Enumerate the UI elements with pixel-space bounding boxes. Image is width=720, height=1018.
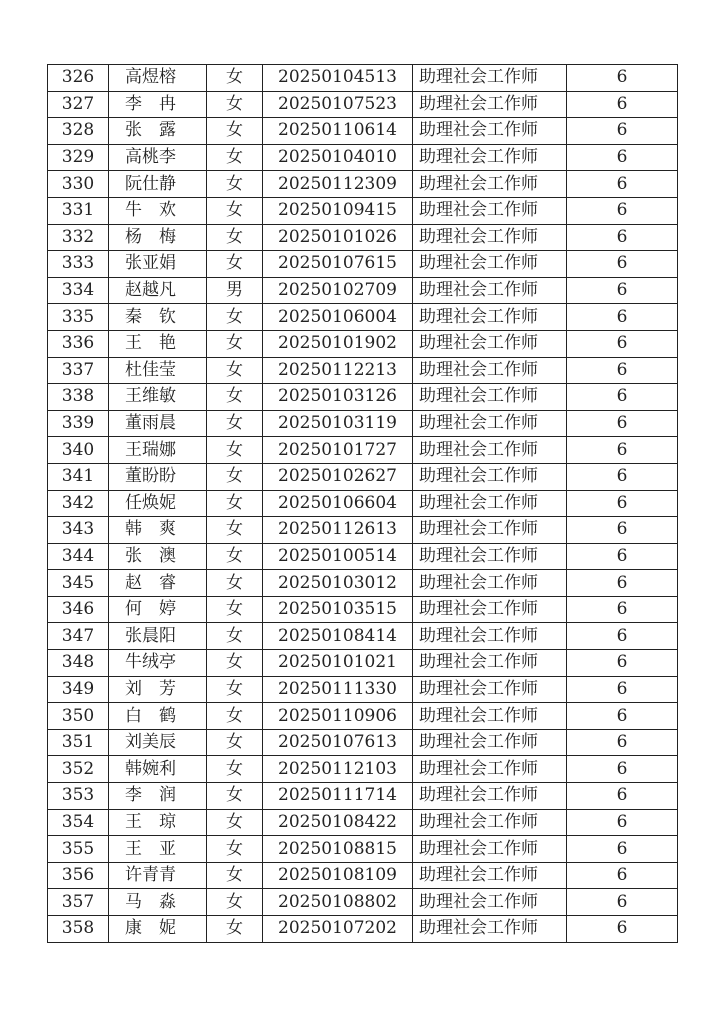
cell-number: 326 [48, 65, 109, 92]
cell-exam-id: 20250112613 [263, 517, 413, 544]
cell-score: 6 [567, 224, 678, 251]
cell-gender: 女 [207, 330, 263, 357]
table-row [48, 410, 678, 437]
cell-score: 6 [567, 463, 678, 490]
cell-score: 6 [567, 277, 678, 304]
cell-gender: 女 [207, 650, 263, 677]
cell-number: 348 [48, 650, 109, 677]
cell-name: 张 澳 [109, 543, 207, 570]
cell-score: 6 [567, 330, 678, 357]
cell-gender: 女 [207, 490, 263, 517]
cell-score: 6 [567, 144, 678, 171]
cell-name: 赵越凡 [109, 277, 207, 304]
cell-gender: 女 [207, 91, 263, 118]
cell-exam-id: 20250104010 [263, 144, 413, 171]
table-row [48, 809, 678, 836]
cell-qualification: 助理社会工作师 [413, 596, 567, 623]
cell-number: 341 [48, 463, 109, 490]
cell-qualification: 助理社会工作师 [413, 437, 567, 464]
cell-name: 董盼盼 [109, 463, 207, 490]
cell-number: 327 [48, 91, 109, 118]
cell-exam-id: 20250108422 [263, 809, 413, 836]
cell-exam-id: 20250112309 [263, 171, 413, 198]
cell-score: 6 [567, 862, 678, 889]
cell-score: 6 [567, 676, 678, 703]
table-row [48, 729, 678, 756]
cell-gender: 女 [207, 357, 263, 384]
cell-score: 6 [567, 118, 678, 145]
cell-number: 345 [48, 570, 109, 597]
table-row [48, 650, 678, 677]
cell-number: 355 [48, 836, 109, 863]
cell-qualification: 助理社会工作师 [413, 809, 567, 836]
cell-qualification: 助理社会工作师 [413, 836, 567, 863]
cell-score: 6 [567, 437, 678, 464]
cell-qualification: 助理社会工作师 [413, 197, 567, 224]
cell-name: 康 妮 [109, 916, 207, 943]
cell-exam-id: 20250107613 [263, 729, 413, 756]
table-row [48, 65, 678, 92]
cell-qualification: 助理社会工作师 [413, 650, 567, 677]
cell-name: 张 露 [109, 118, 207, 145]
cell-number: 329 [48, 144, 109, 171]
table-row [48, 277, 678, 304]
cell-exam-id: 20250103126 [263, 384, 413, 411]
cell-name: 王 亚 [109, 836, 207, 863]
cell-score: 6 [567, 756, 678, 783]
table-row [48, 330, 678, 357]
cell-score: 6 [567, 623, 678, 650]
cell-qualification: 助理社会工作师 [413, 144, 567, 171]
cell-gender: 女 [207, 118, 263, 145]
cell-exam-id: 20250107615 [263, 251, 413, 278]
table-row [48, 224, 678, 251]
cell-gender: 女 [207, 384, 263, 411]
table-row [48, 251, 678, 278]
cell-name: 杜佳莹 [109, 357, 207, 384]
cell-gender: 女 [207, 224, 263, 251]
roster-body [48, 65, 678, 943]
cell-name: 秦 钦 [109, 304, 207, 331]
cell-number: 343 [48, 517, 109, 544]
cell-qualification: 助理社会工作师 [413, 756, 567, 783]
cell-exam-id: 20250111714 [263, 783, 413, 810]
cell-qualification: 助理社会工作师 [413, 517, 567, 544]
cell-exam-id: 20250110614 [263, 118, 413, 145]
cell-score: 6 [567, 251, 678, 278]
cell-score: 6 [567, 91, 678, 118]
cell-gender: 女 [207, 862, 263, 889]
cell-number: 335 [48, 304, 109, 331]
cell-score: 6 [567, 384, 678, 411]
cell-number: 337 [48, 357, 109, 384]
cell-name: 任焕妮 [109, 490, 207, 517]
cell-exam-id: 20250106604 [263, 490, 413, 517]
cell-number: 350 [48, 703, 109, 730]
cell-exam-id: 20250108109 [263, 862, 413, 889]
cell-score: 6 [567, 809, 678, 836]
cell-qualification: 助理社会工作师 [413, 729, 567, 756]
cell-name: 杨 梅 [109, 224, 207, 251]
table-row [48, 357, 678, 384]
cell-number: 344 [48, 543, 109, 570]
cell-gender: 女 [207, 65, 263, 92]
table-row [48, 384, 678, 411]
table-row [48, 517, 678, 544]
cell-number: 342 [48, 490, 109, 517]
cell-gender: 女 [207, 437, 263, 464]
cell-score: 6 [567, 357, 678, 384]
table-row [48, 304, 678, 331]
cell-score: 6 [567, 543, 678, 570]
cell-number: 356 [48, 862, 109, 889]
table-row [48, 623, 678, 650]
cell-gender: 女 [207, 197, 263, 224]
cell-qualification: 助理社会工作师 [413, 463, 567, 490]
table-row [48, 783, 678, 810]
cell-name: 马 淼 [109, 889, 207, 916]
table-row [48, 171, 678, 198]
cell-exam-id: 20250112103 [263, 756, 413, 783]
cell-number: 352 [48, 756, 109, 783]
cell-gender: 女 [207, 809, 263, 836]
cell-name: 牛绒亭 [109, 650, 207, 677]
cell-name: 牛 欢 [109, 197, 207, 224]
cell-name: 韩婉利 [109, 756, 207, 783]
cell-number: 334 [48, 277, 109, 304]
cell-qualification: 助理社会工作师 [413, 224, 567, 251]
cell-gender: 女 [207, 916, 263, 943]
cell-number: 339 [48, 410, 109, 437]
cell-name: 高煜榕 [109, 65, 207, 92]
cell-gender: 女 [207, 171, 263, 198]
cell-gender: 女 [207, 517, 263, 544]
cell-exam-id: 20250102627 [263, 463, 413, 490]
cell-score: 6 [567, 490, 678, 517]
table-row [48, 916, 678, 943]
cell-qualification: 助理社会工作师 [413, 543, 567, 570]
cell-exam-id: 20250109415 [263, 197, 413, 224]
cell-name: 韩 爽 [109, 517, 207, 544]
cell-score: 6 [567, 729, 678, 756]
table-row [48, 437, 678, 464]
cell-number: 358 [48, 916, 109, 943]
cell-number: 338 [48, 384, 109, 411]
table-row [48, 836, 678, 863]
cell-gender: 女 [207, 889, 263, 916]
table-row [48, 889, 678, 916]
cell-qualification: 助理社会工作师 [413, 91, 567, 118]
cell-gender: 女 [207, 676, 263, 703]
cell-score: 6 [567, 703, 678, 730]
cell-exam-id: 20250101902 [263, 330, 413, 357]
cell-gender: 女 [207, 251, 263, 278]
cell-name: 王 艳 [109, 330, 207, 357]
cell-score: 6 [567, 783, 678, 810]
cell-name: 张晨阳 [109, 623, 207, 650]
cell-number: 353 [48, 783, 109, 810]
cell-exam-id: 20250102709 [263, 277, 413, 304]
cell-number: 328 [48, 118, 109, 145]
cell-qualification: 助理社会工作师 [413, 862, 567, 889]
cell-name: 王维敏 [109, 384, 207, 411]
table-row [48, 862, 678, 889]
cell-name: 张亚娟 [109, 251, 207, 278]
cell-qualification: 助理社会工作师 [413, 251, 567, 278]
cell-gender: 女 [207, 596, 263, 623]
cell-qualification: 助理社会工作师 [413, 889, 567, 916]
cell-qualification: 助理社会工作师 [413, 676, 567, 703]
cell-score: 6 [567, 197, 678, 224]
cell-number: 354 [48, 809, 109, 836]
cell-gender: 女 [207, 570, 263, 597]
table-row [48, 91, 678, 118]
cell-gender: 女 [207, 144, 263, 171]
cell-qualification: 助理社会工作师 [413, 783, 567, 810]
cell-score: 6 [567, 916, 678, 943]
cell-number: 351 [48, 729, 109, 756]
cell-name: 白 鹤 [109, 703, 207, 730]
table-row [48, 596, 678, 623]
cell-exam-id: 20250108414 [263, 623, 413, 650]
cell-score: 6 [567, 570, 678, 597]
cell-gender: 女 [207, 543, 263, 570]
cell-name: 刘 芳 [109, 676, 207, 703]
cell-qualification: 助理社会工作师 [413, 171, 567, 198]
cell-score: 6 [567, 596, 678, 623]
cell-name: 何 婷 [109, 596, 207, 623]
table-row [48, 676, 678, 703]
cell-gender: 女 [207, 463, 263, 490]
table-row [48, 118, 678, 145]
table-row [48, 570, 678, 597]
cell-gender: 女 [207, 410, 263, 437]
cell-name: 王瑞娜 [109, 437, 207, 464]
cell-gender: 女 [207, 836, 263, 863]
table-row [48, 543, 678, 570]
cell-name: 李 冉 [109, 91, 207, 118]
cell-number: 357 [48, 889, 109, 916]
cell-exam-id: 20250108802 [263, 889, 413, 916]
cell-gender: 女 [207, 623, 263, 650]
cell-qualification: 助理社会工作师 [413, 277, 567, 304]
cell-gender: 女 [207, 729, 263, 756]
cell-exam-id: 20250103515 [263, 596, 413, 623]
cell-exam-id: 20250104513 [263, 65, 413, 92]
cell-qualification: 助理社会工作师 [413, 916, 567, 943]
cell-score: 6 [567, 304, 678, 331]
cell-exam-id: 20250107523 [263, 91, 413, 118]
cell-gender: 男 [207, 277, 263, 304]
cell-score: 6 [567, 65, 678, 92]
cell-number: 340 [48, 437, 109, 464]
cell-exam-id: 20250107202 [263, 916, 413, 943]
cell-name: 李 润 [109, 783, 207, 810]
cell-name: 许青青 [109, 862, 207, 889]
cell-exam-id: 20250106004 [263, 304, 413, 331]
cell-qualification: 助理社会工作师 [413, 703, 567, 730]
cell-exam-id: 20250101021 [263, 650, 413, 677]
cell-score: 6 [567, 410, 678, 437]
cell-qualification: 助理社会工作师 [413, 410, 567, 437]
cell-name: 董雨晨 [109, 410, 207, 437]
cell-exam-id: 20250101026 [263, 224, 413, 251]
cell-qualification: 助理社会工作师 [413, 384, 567, 411]
cell-gender: 女 [207, 783, 263, 810]
cell-qualification: 助理社会工作师 [413, 623, 567, 650]
cell-number: 346 [48, 596, 109, 623]
cell-score: 6 [567, 650, 678, 677]
table-row [48, 490, 678, 517]
cell-name: 阮仕静 [109, 171, 207, 198]
cell-exam-id: 20250103012 [263, 570, 413, 597]
cell-score: 6 [567, 836, 678, 863]
cell-gender: 女 [207, 703, 263, 730]
roster-table [47, 64, 678, 943]
cell-name: 高桃李 [109, 144, 207, 171]
cell-exam-id: 20250108815 [263, 836, 413, 863]
cell-qualification: 助理社会工作师 [413, 65, 567, 92]
cell-number: 332 [48, 224, 109, 251]
cell-number: 330 [48, 171, 109, 198]
cell-exam-id: 20250112213 [263, 357, 413, 384]
cell-qualification: 助理社会工作师 [413, 118, 567, 145]
cell-qualification: 助理社会工作师 [413, 570, 567, 597]
table-row [48, 144, 678, 171]
cell-qualification: 助理社会工作师 [413, 357, 567, 384]
cell-exam-id: 20250101727 [263, 437, 413, 464]
cell-gender: 女 [207, 304, 263, 331]
cell-number: 336 [48, 330, 109, 357]
table-row [48, 756, 678, 783]
cell-number: 347 [48, 623, 109, 650]
cell-qualification: 助理社会工作师 [413, 490, 567, 517]
cell-score: 6 [567, 171, 678, 198]
table-row [48, 703, 678, 730]
cell-qualification: 助理社会工作师 [413, 304, 567, 331]
table-row [48, 463, 678, 490]
cell-exam-id: 20250110906 [263, 703, 413, 730]
cell-exam-id: 20250100514 [263, 543, 413, 570]
cell-qualification: 助理社会工作师 [413, 330, 567, 357]
cell-name: 王 琼 [109, 809, 207, 836]
cell-name: 刘美辰 [109, 729, 207, 756]
cell-score: 6 [567, 889, 678, 916]
cell-exam-id: 20250103119 [263, 410, 413, 437]
cell-number: 349 [48, 676, 109, 703]
cell-exam-id: 20250111330 [263, 676, 413, 703]
cell-score: 6 [567, 517, 678, 544]
cell-gender: 女 [207, 756, 263, 783]
cell-number: 333 [48, 251, 109, 278]
table-row [48, 197, 678, 224]
cell-name: 赵 睿 [109, 570, 207, 597]
cell-number: 331 [48, 197, 109, 224]
